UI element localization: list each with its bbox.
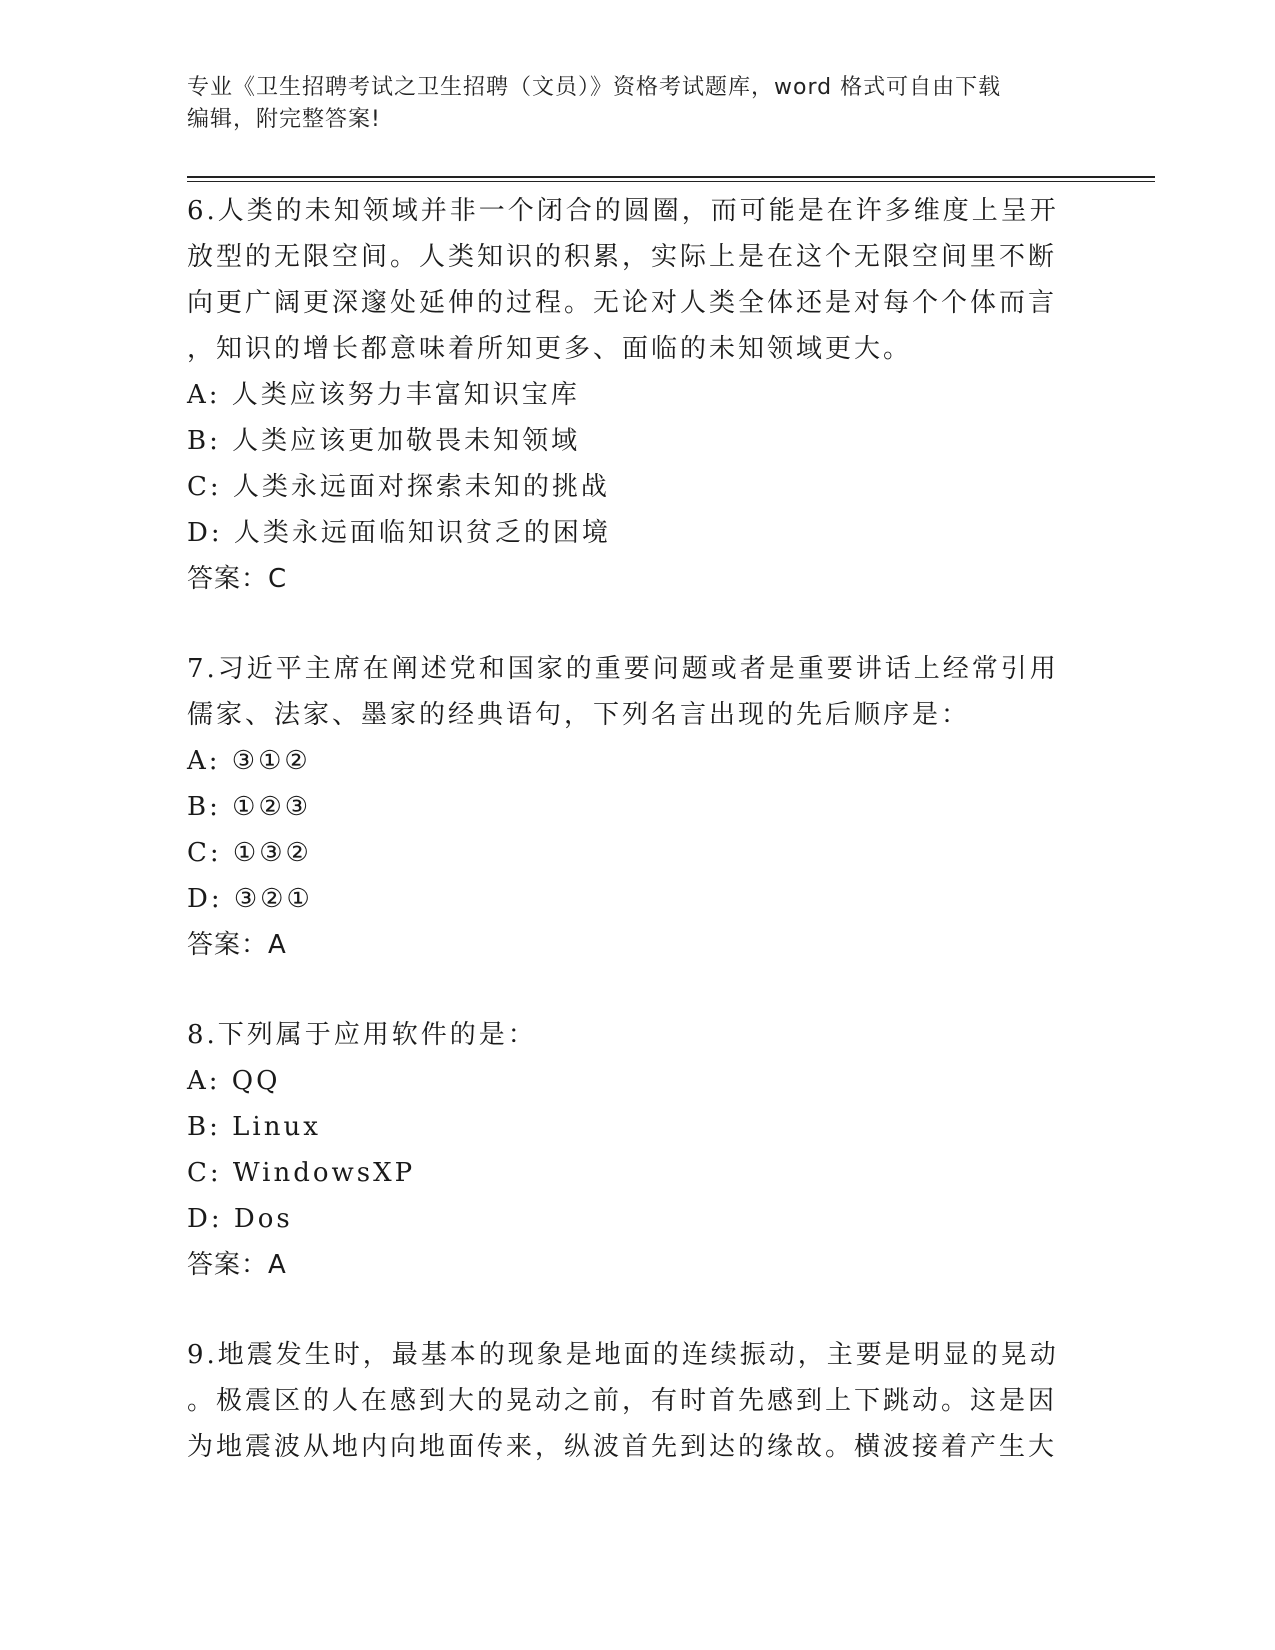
option-a: A: QQ xyxy=(187,1066,281,1096)
question-9 xyxy=(187,1332,1067,1470)
option-b: B: Linux xyxy=(187,1112,321,1142)
option-c: C: ①③② xyxy=(187,838,312,868)
question-7 xyxy=(187,646,1067,968)
question-list xyxy=(187,188,1067,1514)
option-c: C: WindowsXP xyxy=(187,1158,416,1188)
answer: 答案：A xyxy=(187,930,287,960)
question-text: 9.地震发生时，最基本的现象是地面的连续振动，主要是明显的晃动 xyxy=(187,1340,1059,1370)
option-b: B: 人类应该更加敬畏未知领域 xyxy=(187,426,581,456)
answer: 答案：C xyxy=(187,564,288,594)
question-text: 6.人类的未知领域并非一个闭合的圆圈，而可能是在许多维度上呈开 xyxy=(187,196,1059,226)
question-text: ，知识的增长都意味着所知更多、面临的未知领域更大。 xyxy=(187,334,913,364)
option-b: B: ①②③ xyxy=(187,792,312,822)
question-text: 8.下列属于应用软件的是： xyxy=(187,1020,537,1050)
question-8 xyxy=(187,1012,1067,1288)
header-line-1: 专业《卫生招聘考试之卫生招聘（文员）》资格考试题库，word 格式可自由下载 xyxy=(187,75,1002,100)
document-header xyxy=(187,72,1067,136)
question-text: 7.习近平主席在阐述党和国家的重要问题或者是重要讲话上经常引用 xyxy=(187,654,1059,684)
option-d: D: Dos xyxy=(187,1204,293,1234)
question-text: 儒家、法家、墨家的经典语句，下列名言出现的先后顺序是： xyxy=(187,700,971,730)
option-d: D: 人类永远面临知识贫乏的困境 xyxy=(187,518,611,548)
option-c: C: 人类永远面对探索未知的挑战 xyxy=(187,472,610,502)
header-divider-thin xyxy=(187,181,1155,182)
option-a: A: ③①② xyxy=(187,746,311,776)
header-line-2: 编辑，附完整答案! xyxy=(187,107,381,132)
question-text: 向更广阔更深邃处延伸的过程。无论对人类全体还是对每个个体而言 xyxy=(187,288,1058,318)
answer: 答案：A xyxy=(187,1250,287,1280)
option-a: A: 人类应该努力丰富知识宝库 xyxy=(187,380,580,410)
question-text: 放型的无限空间。人类知识的积累，实际上是在这个无限空间里不断 xyxy=(187,242,1058,272)
option-d: D: ③②① xyxy=(187,884,313,914)
header-divider-thick xyxy=(187,176,1155,178)
question-text: 为地震波从地内向地面传来，纵波首先到达的缘故。横波接着产生大 xyxy=(187,1432,1058,1462)
question-6 xyxy=(187,188,1067,602)
question-text: 。极震区的人在感到大的晃动之前，有时首先感到上下跳动。这是因 xyxy=(187,1386,1058,1416)
